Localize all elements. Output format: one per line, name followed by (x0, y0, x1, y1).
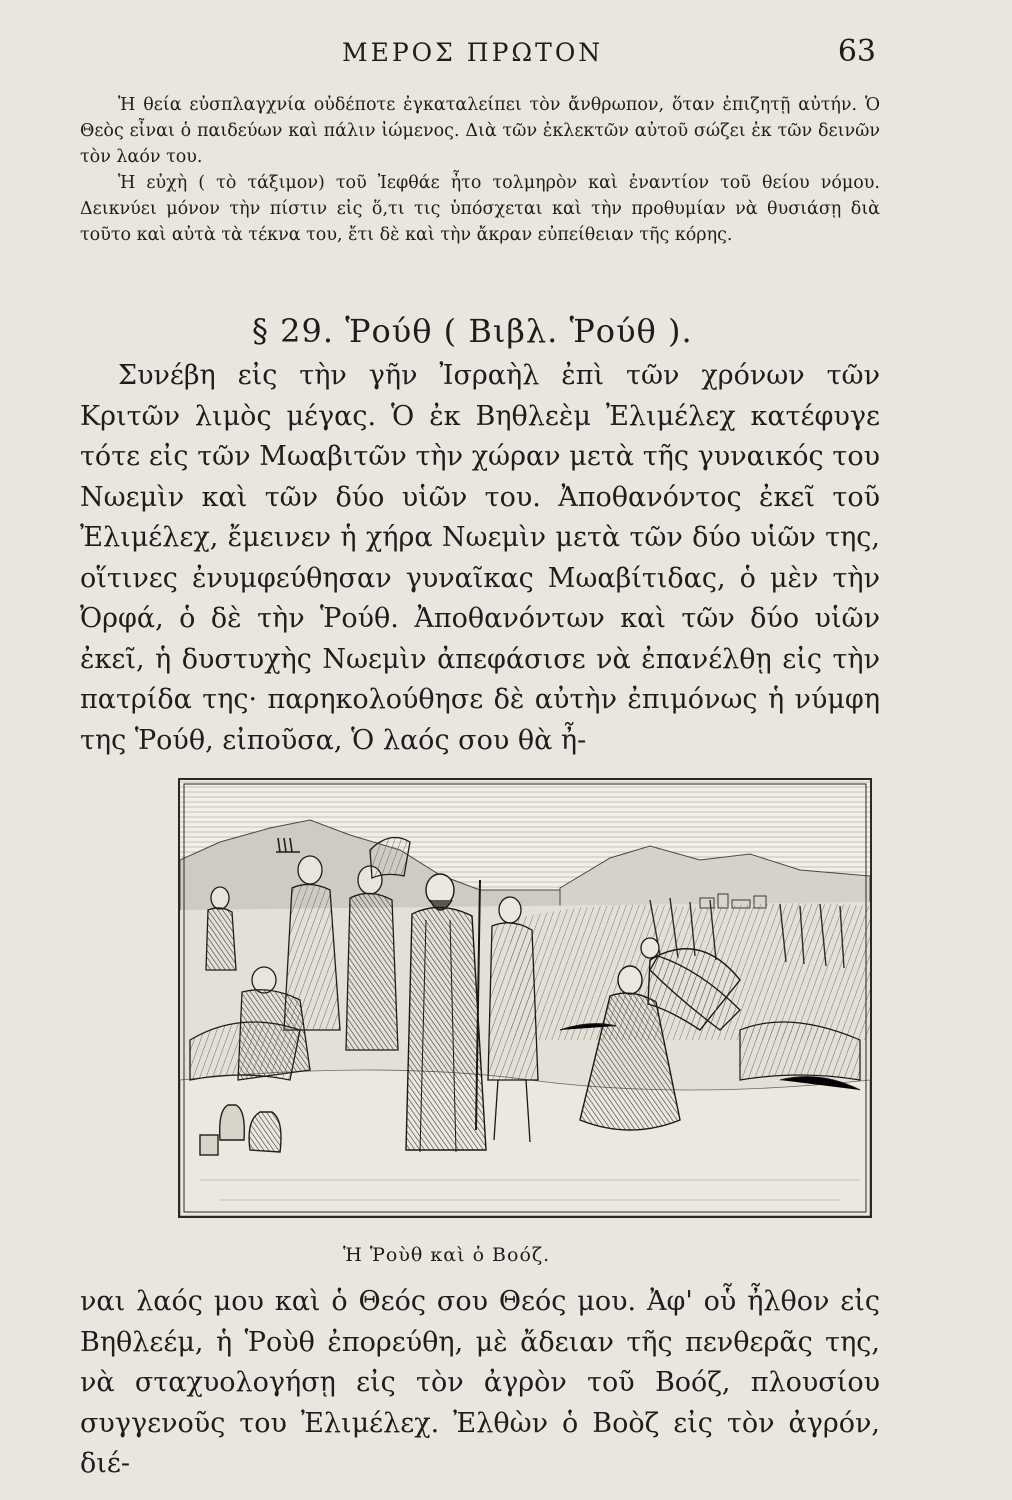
body-paragraph: Συνέβη εἰς τὴν γῆν Ἰσραὴλ ἐπὶ τῶν χρόνων τῶν Κριτῶν λιμὸς μέγας. Ὁ ἐκ Βηθλεὲμ Ἐλιμέλεχ κατέφυγε τότε εἰς τῶν Μωαβιτῶν τὴν χώραν μετὰ τῆς γυναικός του Νωεμὶν καὶ τῶν δύο υἱῶν του. Ἀποθανόντος ἐκεῖ τοῦ Ἐλιμέλεχ, ἔμεινεν ἡ χήρα Νωεμὶν μετὰ τῶν δύο υἱῶν της, οἵτινες ἐνυμφεύθησαν γυναῖκας Μωαβίτιδας, ὁ μὲν τὴν Ὀρφά, ὁ δὲ τὴν Ῥούθ. Ἀποθανόντων καὶ τῶν δύο υἱῶν ἐκεῖ, ἡ δυστυχὴς Νωεμὶν ἀπεφάσισε νὰ ἐπανέλθῃ εἰς τὴν πατρίδα της· παρηκολούθησε δὲ αὐτὴν ἐπιμόνως ἡ νύμφη της Ῥούθ, εἰποῦσα, Ὁ λαός σου θὰ ἦ- (80, 360, 880, 756)
running-title: ΜΕΡΟΣ ΠΡΩΤΟΝ (342, 38, 604, 67)
continued-text (80, 1282, 880, 1485)
engraving-illustration (178, 778, 872, 1218)
note-paragraph: Ἡ εὐχὴ ( τὸ τάξιμον) τοῦ Ἰεφθάε ἦτο τολμηρὸν καὶ ἐναντίον τοῦ θείου νόμου. Δεικνύει μόνον τὴν πίστιν εἰς ὅ,τι τις ὑπόσχεται καὶ τὴν προθυμίαν νὰ θυσιάσῃ διὰ τοῦτο καὶ αὐτὰ τὰ τέκνα του, ἔτι δὲ καὶ τὴν ἄκραν εὐπείθειαν τῆς κόρης. (80, 173, 880, 245)
page-header (80, 34, 880, 78)
figure-caption: Ἡ Ῥοὺθ καὶ ὁ Βοόζ. (343, 1244, 551, 1266)
body-paragraph: ναι λαός μου καὶ ὁ Θεός σου Θεός μου. Ἀφ' οὗ ἦλθον εἰς Βηθλεέμ, ἡ Ῥοὺθ ἐπορεύθη, μὲ ἄδειαν τῆς πενθερᾶς της, νὰ σταχυολογήσῃ εἰς τὸν ἀγρὸν τοῦ Βοόζ, πλουσίου συγγενοῦς του Ἐλιμέλεχ. Ἐλθὼν ὁ Βοὸζ εἰς τὸν ἀγρόν, διέ- (80, 1286, 880, 1479)
ruth-and-boaz-engraving (180, 780, 870, 1216)
explanatory-notes (80, 92, 880, 248)
page-number: 63 (837, 34, 876, 69)
note-paragraph: Ἡ θεία εὐσπλαγχνία οὐδέποτε ἐγκαταλείπει τὸν ἄνθρωπον, ὅταν ἐπιζητῇ αὐτήν. Ὁ Θεὸς εἶναι ὁ παιδεύων καὶ πάλιν ἰώμενος. Διὰ τῶν ἐκλεκτῶν αὐτοῦ σώζει ἐκ τῶν δεινῶν τὸν λαόν του. (80, 95, 880, 167)
main-text (80, 356, 880, 761)
section-heading: § 29. Ῥούθ ( Βιβλ. Ῥούθ ). (252, 312, 693, 350)
